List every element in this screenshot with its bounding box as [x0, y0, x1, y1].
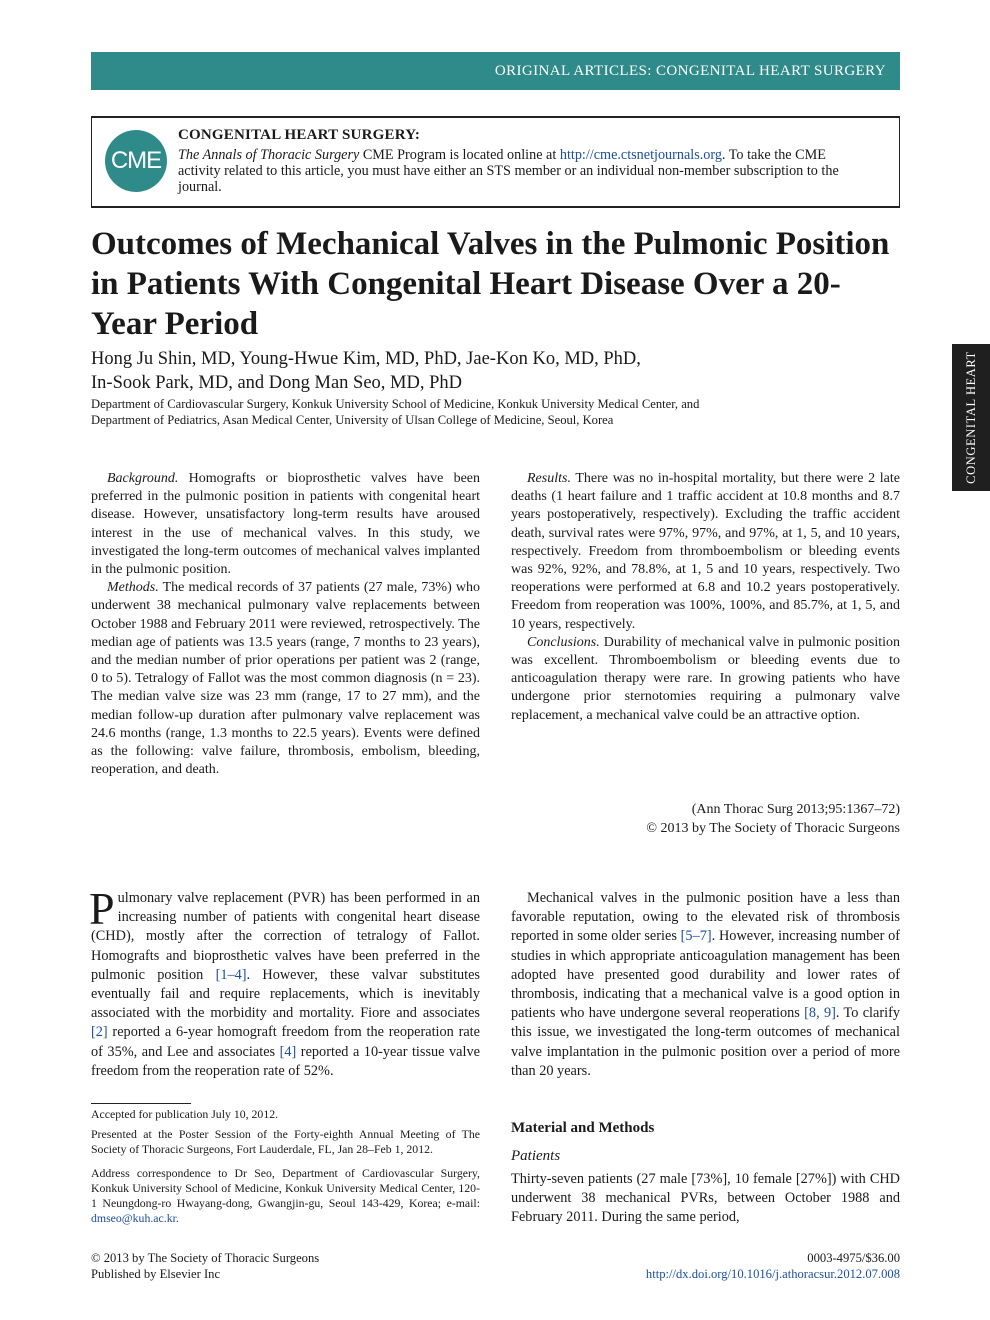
reference-link[interactable]: [5–7]	[680, 928, 712, 945]
patients-paragraph: Thirty-seven patients (27 male [73%], 10 female [27%]) with CHD underwent 38 mechanical PVRs, between October 1988 and February 2011. During the same period,	[511, 1171, 900, 1226]
article-title: Outcomes of Mechanical Valves in the Pulmonic Position in Patients With Congenital Heart Disease Over a 20-Year Period	[91, 226, 890, 342]
footer-copyright: © 2013 by The Society of Thoracic Surgeons	[91, 1251, 320, 1265]
reference-link[interactable]: [4]	[279, 1043, 297, 1060]
intro-text-c: reported a 6-year homograft freedom from the reoperation rate of 35%, and Lee and associates	[91, 1024, 480, 1060]
authors-line-1: Hong Ju Shin, MD, Young-Hwue Kim, MD, PhD, Jae-Kon Ko, MD, PhD,	[91, 349, 641, 369]
section-header-band	[91, 52, 900, 90]
affiliation-line-1: Department of Cardiovascular Surgery, Konkuk University School of Medicine, Konkuk University Medical Center, and	[91, 397, 700, 411]
abstract-background	[91, 470, 480, 579]
results-text: There was no in-hospital mortality, but there were 2 late deaths (1 heart failure and 1 traffic accident at 10.8 months and 8.7 years postoperatively, respectively). Excluding the traffic accident death, survival rates were 97%, 97%, and 97%, at 1, 5, and 10 years, respectively. Freedom from thromboembolism or bleeding events was 92%, 92%, and 78.8%, at 1, 5 and 10 years, respectively. Two reoperations were performed at 6.8 and 10.2 years postoperatively. Freedom from reoperation was 100%, 100%, and 85.7%, at 1, 5, and 10 years, respectively.	[511, 471, 900, 632]
cme-journal-name: The Annals of Thoracic Surgery	[178, 147, 360, 163]
intro-paragraph	[89, 883, 480, 1081]
body-left-column	[89, 883, 480, 1081]
subsection-heading-patients: Patients	[511, 1148, 561, 1164]
background-label: Background.	[107, 471, 179, 486]
authors-line-2: In-Sook Park, MD, and Dong Man Seo, MD, PhD	[91, 373, 463, 393]
methods-text: The medical records of 37 patients (27 male, 73%) who underwent 38 mechanical pulmonary valve replacements between October 1988 and February 2011 were reviewed, retrospectively. The median age of patients was 13.5 years (range, 7 months to 23 years), and the median number of prior operations per patient was 2 (range, 0 to 5). Tetralogy of Fallot was the most common diagnosis (n = 23). The median valve size was 23 mm (range, 17 to 27 mm), and the median follow-up duration after pulmonary valve replacement was 24.6 months (range, 1.3 months to 22.5 years). Events were defined as the following: valve failure, thrombosis, embolism, bleeding, reoperation, and death.	[91, 580, 480, 778]
cme-description	[178, 147, 858, 195]
email-link[interactable]: dmseo@kuh.ac.kr	[91, 1211, 176, 1225]
intro-text-a: ulmonary valve replacement (PVR) has been performed in an increasing number of patients with congenital heart disease (CHD), mostly after the correction of tetralogy of Fallot. Homografts and bioprosthetic valves have been preferred in the pulmonic position	[91, 890, 480, 983]
body-text-b: . However, increasing number of studies in which appropriate anticoagulation management has been adopted have presented good durability and lower rates of thrombosis, indicating that a mechanical valve is a good option in patients who have undergone several reoperations	[511, 928, 900, 1022]
intro-text-d: reported a 10-year tissue valve freedom from the reoperation rate of 52%.	[91, 1043, 480, 1079]
section-header-text: ORIGINAL ARTICLES: CONGENITAL HEART SURGERY	[494, 62, 886, 79]
citation-text: (Ann Thorac Surg 2013;95:1367–72)	[691, 802, 900, 817]
cme-link[interactable]: http://cme.ctsnetjournals.org	[559, 147, 722, 163]
citation-block	[511, 801, 900, 838]
correspondence-end: .	[175, 1211, 179, 1225]
abstract-methods	[91, 579, 480, 779]
methods-label: Methods.	[107, 580, 159, 596]
conclusions-text: Durability of mechanical valve in pulmonic position was excellent. Thromboembolism or bleeding events due to anticoagulation therapy were rare. In growing patients who have undergone prior sternotomies requiring a pulmonary valve replacement, a mechanical valve could be an attractive option.	[511, 634, 900, 723]
reference-link[interactable]: [1–4]	[215, 966, 247, 983]
body-text-a: Mechanical valves in the pulmonic position have a less than favorable reputation, owing to the elevated risk of thrombosis reported in some older series	[511, 890, 900, 945]
abstract-right-column	[511, 470, 900, 725]
footer-issn: 0003-4975/$36.00	[807, 1251, 900, 1265]
reference-link[interactable]: [2]	[91, 1024, 108, 1041]
reference-link[interactable]: [8, 9]	[804, 1005, 836, 1022]
intro-text-b: . However, these valvar substitutes eventually fail and require replacements, which is inevitably associated with the morbidity and mortality. Fiore and associates	[91, 966, 480, 1022]
doi-link[interactable]: http://dx.doi.org/10.1016/j.athoracsur.2012.07.008	[645, 1266, 900, 1281]
background-text: Homografts or bioprosthetic valves have been preferred in the pulmonic position in patients with congenital heart disease. However, unsatisfactory long-term results have aroused interest in the use of mechanical valves. In this study, we investigated the long-term outcomes of mechanical valves implanted in the pulmonic position.	[91, 471, 480, 578]
affiliation-line-2: Department of Pediatrics, Asan Medical Center, University of Ulsan College of Medicine, Seoul, Korea	[91, 412, 614, 427]
cme-line1: CME Program is located online at	[359, 147, 560, 163]
abstract-left-column	[91, 470, 480, 779]
footnote-accepted: Accepted for publication July 10, 2012.	[91, 1107, 279, 1121]
footer-publisher: Published by Elsevier Inc	[91, 1266, 221, 1281]
footer-left	[91, 1251, 319, 1282]
cme-logo-icon: CME	[105, 130, 167, 192]
affiliations	[91, 397, 891, 428]
footer-right	[600, 1251, 900, 1282]
correspondence-text: Address correspondence to Dr Seo, Department of Cardiovascular Surgery, Konkuk University School of Medicine, Konkuk University Medical Center, 120-1 Neungdong-ro Hwayang-dong, Gwangjin-gu, Seoul 143-429, Korea; e-mail:	[91, 1166, 480, 1210]
footnote-divider	[91, 1103, 191, 1104]
footnote-presented: Presented at the Poster Session of the Forty-eighth Annual Meeting of The Society of Thoracic Surgeons, Fort Lauderdale, FL, Jan 28–Feb 1, 2012.	[91, 1127, 480, 1156]
cme-heading: CONGENITAL HEART SURGERY:	[178, 127, 421, 143]
body-right-column	[511, 889, 900, 1081]
results-label: Results.	[527, 471, 571, 486]
mechanical-valves-paragraph	[511, 889, 900, 1081]
cme-line2: . To take the CME activity related to this article, you must have either an STS member or an individual non-member subscription to the journal.	[178, 147, 839, 195]
section-heading-methods: Material and Methods	[511, 1120, 655, 1136]
author-list	[91, 347, 891, 395]
side-tab-label: CONGENITAL HEART	[963, 351, 978, 484]
footnote-correspondence	[91, 1166, 480, 1226]
conclusions-label: Conclusions.	[527, 634, 600, 650]
side-section-tab	[952, 344, 990, 491]
drop-cap: P	[89, 883, 115, 934]
abstract-copyright: © 2013 by The Society of Thoracic Surgeons	[646, 820, 900, 836]
abstract-conclusions	[511, 634, 900, 725]
abstract-results	[511, 470, 900, 634]
body-text-c: . To clarify this issue, we investigated the long-term outcomes of mechanical valve implantation in the pulmonic position over a period of more than 20 years.	[511, 1005, 900, 1079]
